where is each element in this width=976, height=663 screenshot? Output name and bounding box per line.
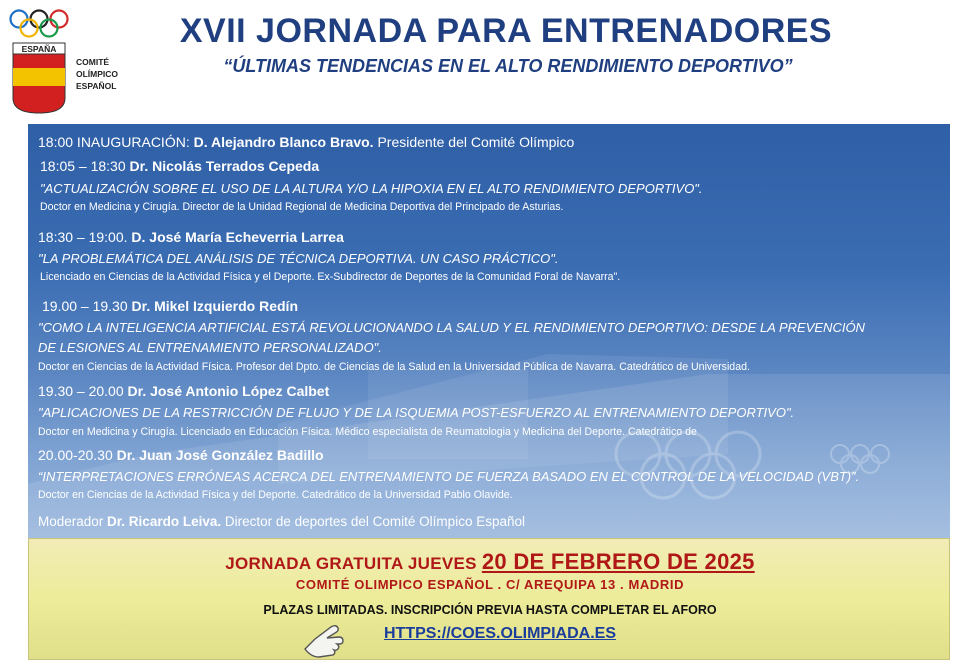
talk-2-title: "LA PROBLEMÁTICA DEL ANÁLISIS DE TÉCNICA DEPORTIVA. UN CASO PRÁCTICO".	[38, 251, 559, 266]
talk-speaker: Dr. Mikel Izquierdo Redín	[131, 298, 298, 314]
org-line-2: OLÍMPICO	[76, 69, 119, 79]
page-subtitle: “ÚLTIMAS TENDENCIAS EN EL ALTO RENDIMIENTO DEPORTIVO”	[223, 56, 793, 76]
talk-3-title: "COMO LA INTELIGENCIA ARTIFICIAL ESTÁ REVOLUCIONANDO LA SALUD Y EL RENDIMIENTO DEPORTIVO: DESDE LA PREVENCIÓN	[38, 320, 865, 335]
talk-speaker: Dr. José Antonio López Calbet	[127, 383, 330, 399]
opening-time: 18:00 INAUGURACIÓN:	[38, 134, 194, 150]
talk-1-bio: Doctor en Medicina y Cirugía. Director de la Unidad Regional de Medicina Deportiva del Principado de Asturias.	[40, 201, 564, 213]
page-title: XVII JORNADA PARA ENTRENADORES	[179, 12, 833, 50]
talk-speaker: Dr. Nicolás Terrados Cepeda	[129, 158, 320, 174]
talk-4-header	[38, 383, 329, 399]
spain-flag-shield-icon	[12, 42, 66, 114]
talk-4-title: "APLICACIONES DE LA RESTRICCIÓN DE FLUJO Y DE LA ISQUEMIA POST-ESFUERZO AL ENTRENAMIENTO DEPORTIVO".	[38, 405, 795, 420]
opening-speaker: D. Alejandro Blanco Bravo.	[193, 134, 374, 150]
talk-3-header	[42, 298, 298, 314]
header	[0, 0, 976, 122]
talk-4-bio: Doctor en Medicina y Cirugía. Licenciado en Educación Física. Médico especialista de Reumatologia y Medicina del Deporte. Catedrático de	[38, 426, 697, 438]
event-date-line	[29, 549, 951, 575]
moderator-label: Moderador	[38, 514, 108, 529]
talk-3-bio: Doctor en Ciencias de la Actividad Física. Profesor del Dpto. de Ciencias de la Salud en la Universidad Pública de Navarra. Catedrático de Universidad.	[38, 361, 750, 373]
talk-time: 20.00-20.30	[38, 447, 117, 463]
opening-line	[38, 134, 574, 150]
registration-notice: PLAZAS LIMITADAS. INSCRIPCIÓN PREVIA HASTA COMPLETAR EL AFORO	[263, 603, 717, 617]
flag-label: ESPAÑA	[21, 44, 57, 54]
talk-1-header	[40, 158, 319, 174]
talk-1-title: "ACTUALIZACIÓN SOBRE EL USO DE LA ALTURA Y/O LA HIPOXIA EN EL ALTO RENDIMIENTO DEPORTIVO".	[40, 181, 703, 196]
program-panel	[28, 124, 950, 538]
talk-speaker: D. José María Echeverria Larrea	[131, 229, 344, 245]
talk-time: 19.30 – 20.00	[38, 383, 128, 399]
opening-role: Presidente del Comité Olímpico	[373, 134, 575, 150]
talk-5-header	[38, 447, 324, 463]
moderator-name: Dr. Ricardo Leiva.	[107, 514, 222, 529]
org-line-3: ESPAÑOL	[76, 81, 117, 91]
talk-2-header	[38, 229, 344, 245]
talk-speaker: Dr. Juan José González Badillo	[116, 447, 324, 463]
event-venue: COMITÉ OLIMPICO ESPAÑOL . C/ AREQUIPA 13 . MADRID	[295, 577, 685, 592]
talk-time: 19.00 – 19.30	[42, 298, 132, 314]
moderator-role: Director de deportes del Comité Olímpico Español	[221, 514, 525, 529]
event-info-box	[28, 538, 950, 660]
moderator-line	[38, 514, 525, 529]
talk-time: 18:05 – 18:30	[40, 158, 130, 174]
talk-5-bio: Doctor en Ciencias de la Actividad Física y del Deporte. Catedrático de la Universidad Pablo Olavide.	[38, 489, 513, 501]
free-event-label: JORNADA GRATUITA JUEVES	[225, 554, 482, 573]
event-date: 20 DE FEBRERO DE 2025	[481, 549, 755, 574]
registration-link[interactable]: HTTPS://COES.OLIMPIADA.ES	[383, 625, 616, 642]
talk-2-bio: Licenciado en Ciencias de la Actividad Física y el Deporte. Ex-Subdirector de Deportes de la Comunidad Foral de Navarra".	[40, 271, 621, 283]
talk-3-title-cont: DE LESIONES AL ENTRENAMIENTO PERSONALIZADO".	[38, 340, 382, 355]
talk-5-title: “INTERPRETACIONES ERRÓNEAS ACERCA DEL ENTRENAMIENTO DE FUERZA BASADO EN EL CONTROL DE LA VELOCIDAD (VBT)”.	[38, 469, 860, 484]
talk-time: 18:30 – 19:00.	[38, 229, 132, 245]
org-line-1: COMITÉ	[76, 57, 110, 67]
